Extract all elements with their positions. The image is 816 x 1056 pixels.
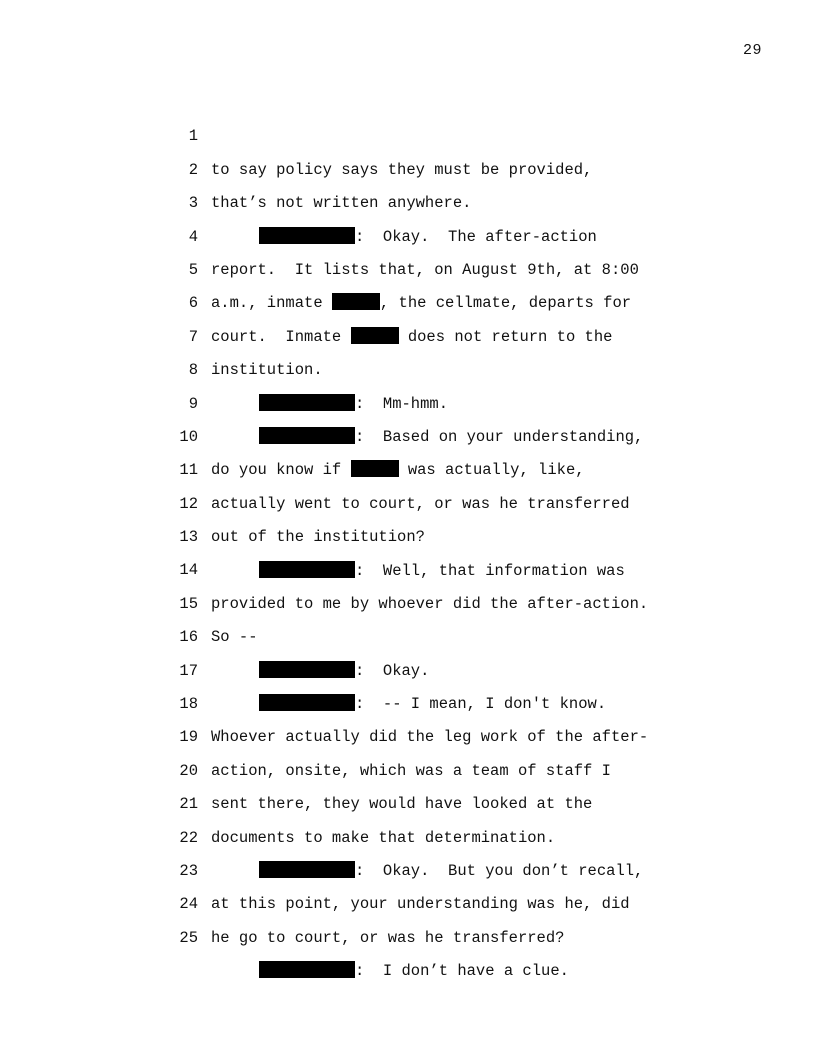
line-number: 1 bbox=[188, 127, 198, 146]
line-text: : Based on your understanding, bbox=[355, 427, 644, 446]
line-text: : -- I mean, I don't know. bbox=[355, 695, 607, 714]
line-text: he go to court, or was he transferred? bbox=[211, 928, 565, 947]
line-text: actually went to court, or was he transferred bbox=[211, 494, 630, 513]
line-number: 9 bbox=[188, 394, 198, 413]
line-number: 12 bbox=[179, 494, 198, 513]
line-number: 11 bbox=[179, 461, 198, 480]
line-number: 13 bbox=[179, 528, 198, 547]
line-number: 3 bbox=[188, 194, 198, 213]
line-number: 19 bbox=[179, 728, 198, 747]
line-number: 23 bbox=[179, 862, 198, 880]
line-number: 15 bbox=[179, 594, 198, 613]
page-number: 29 bbox=[742, 42, 762, 59]
line-text: sent there, they would have looked at the bbox=[211, 795, 593, 814]
line-text: to say policy says they must be provided, bbox=[211, 160, 593, 179]
line-number: 8 bbox=[188, 361, 198, 380]
line-text: : Okay. The after-action bbox=[355, 227, 597, 246]
line-number: 5 bbox=[188, 260, 198, 279]
line-text: : Okay. bbox=[355, 661, 430, 680]
line-number: 4 bbox=[188, 227, 198, 246]
line-number: 24 bbox=[179, 895, 198, 914]
line-number: 10 bbox=[179, 427, 198, 446]
line-text: that’s not written anywhere. bbox=[211, 194, 472, 213]
line-text: action, onsite, which was a team of staff I bbox=[211, 761, 611, 780]
transcript-line bbox=[0, 87, 816, 179]
line-text: provided to me by whoever did the after-action. bbox=[211, 594, 649, 613]
line-number: 2 bbox=[188, 160, 198, 179]
line-number: 7 bbox=[188, 327, 198, 346]
line-text: do you know if bbox=[211, 461, 351, 480]
line-text: institution. bbox=[211, 361, 323, 380]
redacted-speaker-name bbox=[259, 961, 355, 978]
line-number: 21 bbox=[179, 795, 198, 814]
line-number: 22 bbox=[179, 828, 198, 847]
line-number: 14 bbox=[179, 561, 198, 580]
line-text: a.m., inmate bbox=[211, 294, 332, 313]
line-text: : Mm-hmm. bbox=[355, 394, 449, 413]
line-number: 25 bbox=[179, 928, 198, 947]
line-text: : I don’t have a clue. bbox=[355, 962, 569, 981]
line-text: out of the institution? bbox=[211, 528, 425, 547]
line-text: report. It lists that, on August 9th, at 8:00 bbox=[211, 260, 639, 279]
line-text: court. Inmate bbox=[211, 327, 351, 346]
line-number: 16 bbox=[179, 628, 198, 647]
line-number: 17 bbox=[179, 661, 198, 680]
line-text: at this point, your understanding was he, did bbox=[211, 895, 630, 914]
line-text: So -- bbox=[211, 628, 258, 647]
line-text: documents to make that determination. bbox=[211, 828, 556, 847]
line-number: 18 bbox=[179, 695, 198, 714]
line-number: 6 bbox=[188, 294, 198, 313]
line-text: : Okay. But you don’t recall, bbox=[355, 862, 644, 881]
line-text: : Well, that information was bbox=[355, 561, 625, 580]
line-text: , the cellmate, departs for bbox=[379, 294, 632, 313]
line-number: 20 bbox=[179, 761, 198, 780]
line-text: Whoever actually did the leg work of the after- bbox=[211, 728, 649, 747]
transcript-body bbox=[0, 87, 816, 981]
line-text: was actually, like, bbox=[398, 461, 585, 480]
line-text: does not return to the bbox=[398, 327, 613, 346]
